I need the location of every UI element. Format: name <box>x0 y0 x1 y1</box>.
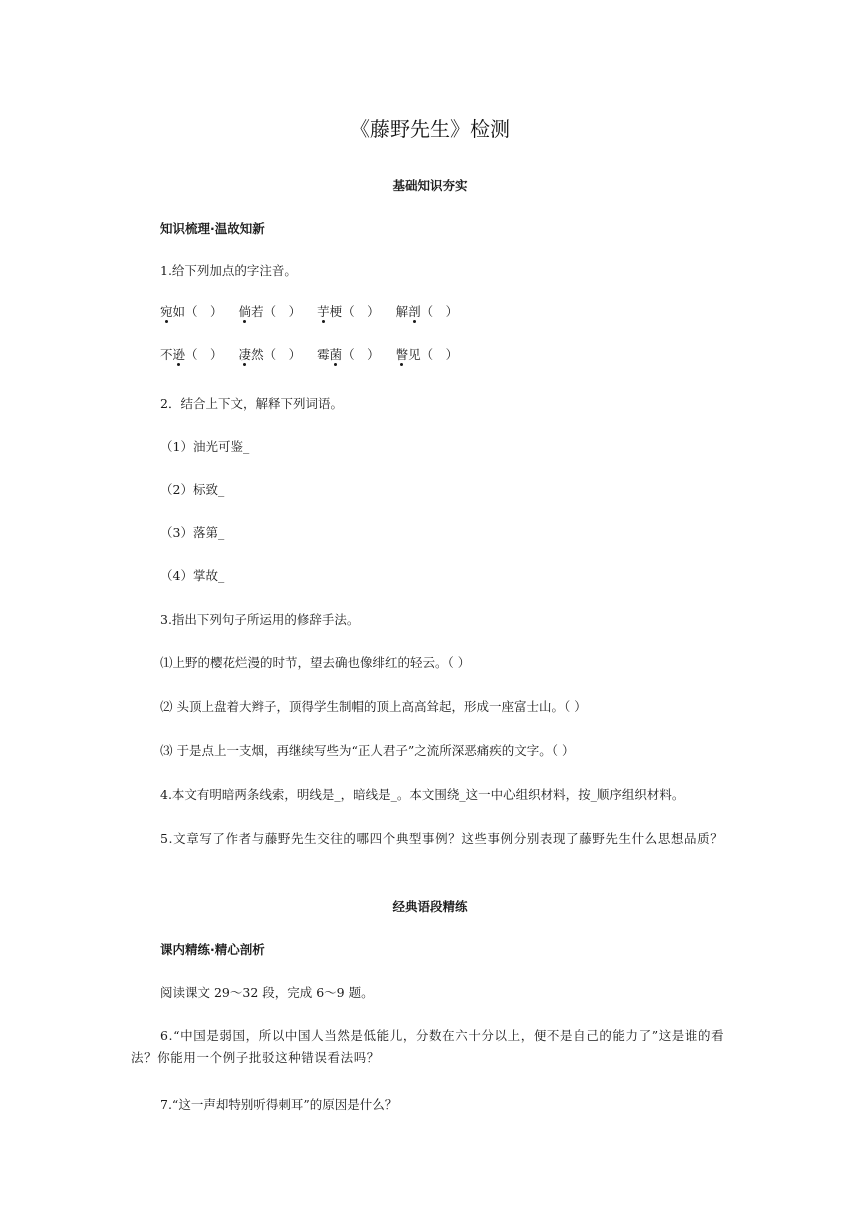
pinyin-item <box>317 346 380 364</box>
dotted-char: 宛 <box>160 304 173 319</box>
answer-blank[interactable]: （ ） <box>420 304 459 319</box>
question-2-item-2: （2）标致_ <box>160 482 225 497</box>
pinyin-item <box>317 303 380 321</box>
question-2-item-4: （4）掌故_ <box>160 568 225 583</box>
dotted-char: 瞥 <box>395 347 409 362</box>
pinyin-item <box>396 346 459 364</box>
reading-instruction: 阅读课文 29～32 段，完成 6～9 题。 <box>160 985 374 1000</box>
pinyin-item <box>396 303 459 321</box>
dotted-char: 逊 <box>172 347 186 362</box>
dotted-char: 芋 <box>317 304 330 319</box>
question-2-prompt: 2．结合上下文，解释下列词语。 <box>160 396 343 411</box>
section-heading-excerpts: 经典语段精练 <box>392 899 468 914</box>
dotted-char: 倘 <box>238 304 252 319</box>
question-3-item-1: ⑴上野的樱花烂漫的时节，望去确也像绯红的轻云。（ ） <box>160 655 471 670</box>
word-plain-char: 解 <box>395 304 409 319</box>
word-plain-char: 梗 <box>329 304 343 319</box>
pinyin-row-2 <box>160 346 474 364</box>
answer-blank[interactable]: （ ） <box>263 347 302 362</box>
question-6: 6.“中国是弱国，所以中国人当然是低能儿，分数在六十分以上，便不是自己的能力了”这是谁的看法？你能用一个例子批驳这种错误看法吗？ <box>131 1028 725 1065</box>
question-3-prompt: 3.指出下列句子所运用的修辞手法。 <box>160 612 360 627</box>
pinyin-item <box>239 303 302 321</box>
question-2-item-1: （1）油光可鉴_ <box>160 439 250 454</box>
answer-blank[interactable]: （ ） <box>263 304 302 319</box>
question-3-item-2: ⑵ 头顶上盘着大辫子，顶得学生制帽的顶上高高耸起，形成一座富士山。（ ） <box>160 699 587 714</box>
question-2-item-3: （3）落第_ <box>160 525 225 540</box>
answer-blank[interactable]: （ ） <box>185 347 223 362</box>
question-4: 4.本文有明暗两条线索，明线是_，暗线是_。本文围绕_这一中心组织材料，按_顺序组织材料。 <box>160 787 685 802</box>
word-plain-char: 如 <box>172 304 186 319</box>
pinyin-item <box>160 346 223 364</box>
word-plain-char: 若 <box>251 304 264 319</box>
word-plain-char: 然 <box>251 347 264 362</box>
page-title: 《藤野先生》检测 <box>350 117 510 141</box>
question-5: 5.文章写了作者与藤野先生交往的哪四个典型事例？这些事例分别表现了藤野先生什么思想品质？ <box>160 831 724 846</box>
word-plain-char: 见 <box>408 347 421 362</box>
dotted-char: 菌 <box>329 347 343 362</box>
dotted-char: 剖 <box>408 304 421 319</box>
pinyin-item <box>239 346 302 364</box>
subheading-in-class: 课内精练·精心剖析 <box>160 942 265 957</box>
dotted-char: 凄 <box>238 347 252 362</box>
pinyin-row-1 <box>160 303 474 321</box>
subheading-knowledge: 知识梳理·温故知新 <box>160 221 265 236</box>
pinyin-item <box>160 303 223 321</box>
answer-blank[interactable]: （ ） <box>185 304 223 319</box>
answer-blank[interactable]: （ ） <box>342 347 380 362</box>
answer-blank[interactable]: （ ） <box>420 347 459 362</box>
question-7: 7.“这一声却特别听得刺耳”的原因是什么？ <box>160 1097 398 1112</box>
word-plain-char: 不 <box>160 347 173 362</box>
answer-blank[interactable]: （ ） <box>342 304 380 319</box>
question-3-item-3: ⑶ 于是点上一支烟，再继续写些为“正人君子”之流所深恶痛疾的文字。（ ） <box>160 743 575 758</box>
word-plain-char: 霉 <box>317 347 330 362</box>
question-1-prompt: 1.给下列加点的字注音。 <box>160 263 297 278</box>
section-heading-basics: 基础知识夯实 <box>392 178 468 193</box>
